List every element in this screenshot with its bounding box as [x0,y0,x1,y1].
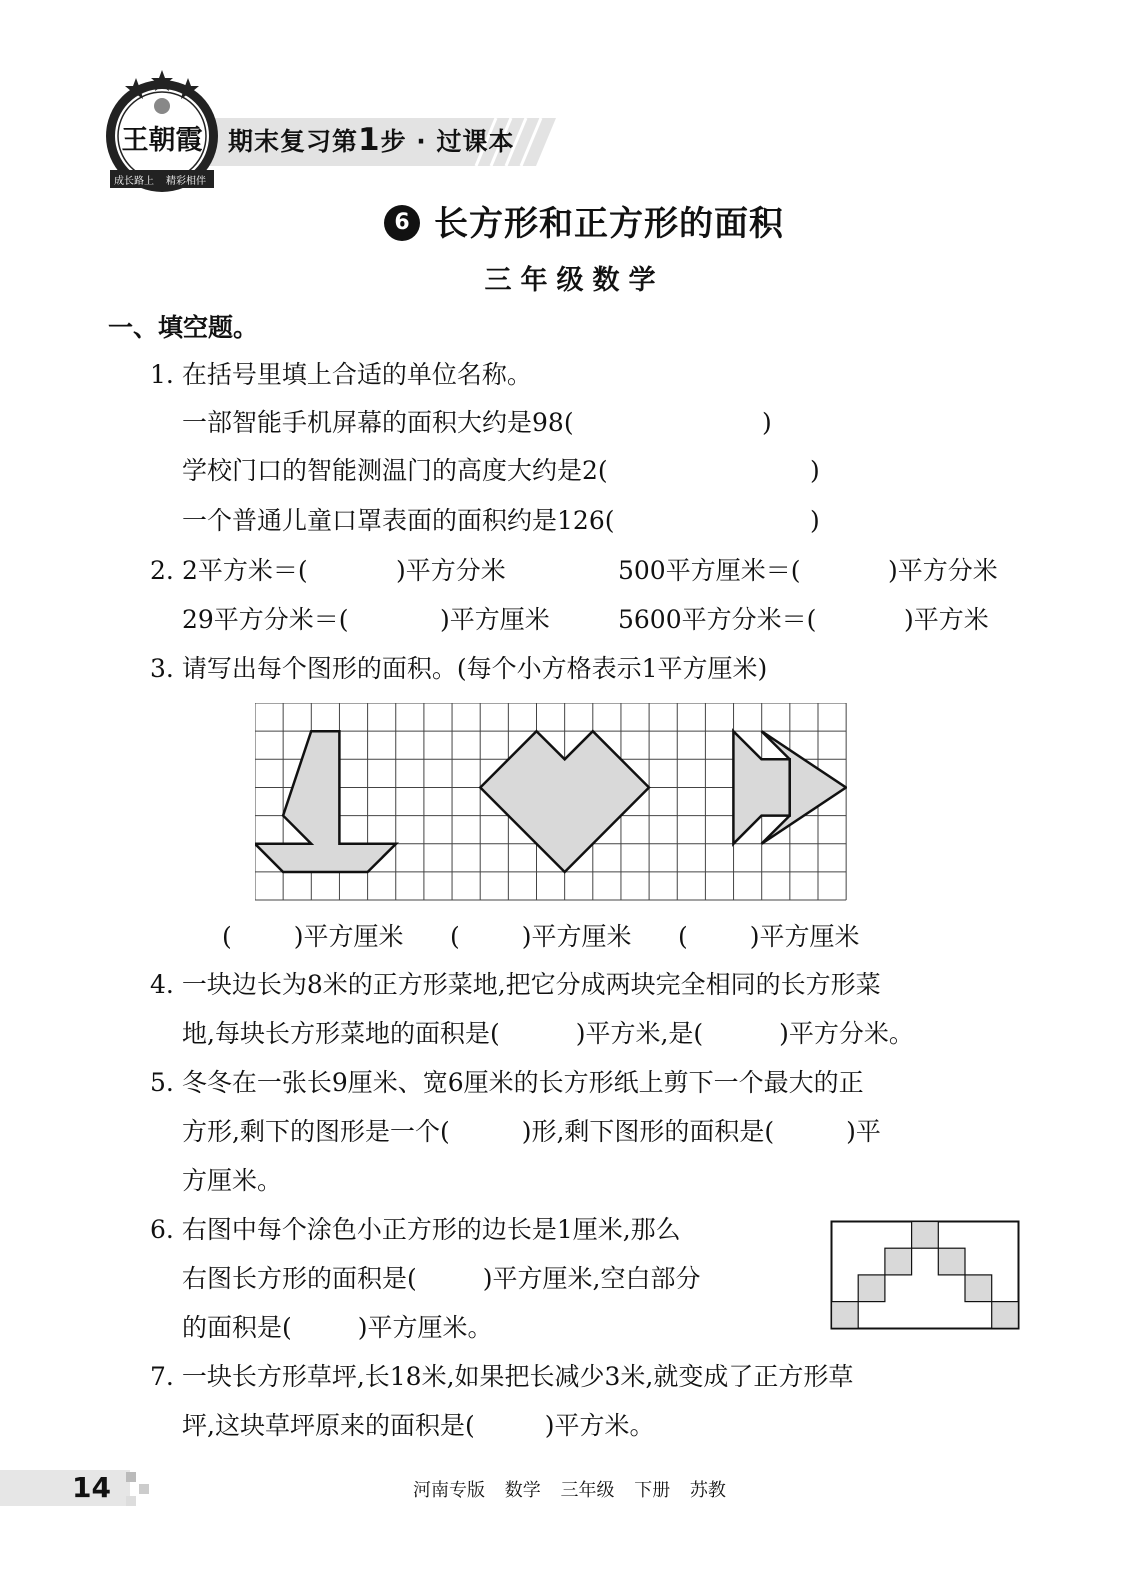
q1-line-2-close: ) [810,456,820,485]
chapter-title: 长方形和正方形的面积 [434,204,784,244]
q7-text-2a: 坪,这块草坪原来的面积是( [182,1411,475,1440]
q4-text-2c: )平方分米。 [779,1019,914,1048]
q2-item-2-right: )平方分米 [888,556,998,585]
q5-text-2b: )形,剩下图形的面积是( [521,1117,775,1146]
q3-answer-2 [450,922,632,952]
q3-answer-1-open: ( [222,922,232,951]
q3-answer-3-unit: )平方厘米 [749,922,860,951]
q6-text-3a: 的面积是( [182,1313,292,1342]
q3-answer-3 [678,922,860,952]
q2-item-4-right: )平方米 [904,605,989,634]
page-number: 14 [72,1471,111,1504]
chapter-number-badge: 6 [384,205,420,241]
q3-prompt [150,654,767,684]
q2-number: 2. [150,556,174,585]
q3-answer-2-unit: )平方厘米 [521,922,632,951]
banner-prefix: 期末复习第 [228,127,359,156]
banner-step-number: 1 [358,122,381,158]
q1-line-1-text: 一部智能手机屏幕的面积大约是98( [182,408,574,437]
q3-answer-1-unit: )平方厘米 [293,922,404,951]
q2-item-2-left: 500平方厘米＝( [618,556,801,585]
page-title [384,196,784,245]
q6-line-1 [150,1215,681,1245]
q6-shaded-cell [938,1248,965,1275]
q6-shaded-cell [912,1222,939,1249]
q1-line-3-close: ) [810,506,820,535]
q1-line-2 [182,456,608,486]
q5-text-2a: 方形,剩下的图形是一个( [182,1117,450,1146]
q1-line-3 [182,506,614,536]
q2-item-3-left: 29平方分米＝( [182,605,349,634]
q5-number: 5. [150,1068,174,1097]
q2-item-1-right: )平方分米 [396,556,506,585]
q6-staircase-figure [830,1220,1020,1330]
q4-line-1 [150,970,881,1000]
q7-text-1: 一块长方形草坪,长18米,如果把长减少3米,就变成了正方形草 [181,1362,854,1391]
q7-text-2b: )平方米。 [544,1411,655,1440]
q6-text-2b: )平方厘米,空白部分 [482,1264,701,1293]
q7-number: 7. [150,1362,174,1391]
q6-text-3b: )平方厘米。 [357,1313,493,1342]
q6-shaded-cell [832,1302,859,1329]
q6-shaded-cell [965,1275,992,1302]
page-subtitle: 三年级数学 [484,265,665,296]
q3-answer-1 [222,922,404,952]
q7-line-1 [150,1362,853,1392]
q7-line-2 [182,1411,654,1441]
brand-logo [96,66,228,198]
q1-line-3-text: 一个普通儿童口罩表面的面积约是126( [182,506,615,535]
banner-label [228,122,515,158]
q4-line-2 [182,1019,914,1049]
q2-item-3-right: )平方厘米 [440,605,550,634]
q2-item-4-left: 5600平方分米＝( [618,605,817,634]
q5-line-1 [150,1068,864,1098]
q3-number: 3. [150,654,174,683]
q5-text-1: 冬冬在一张长9厘米、宽6厘米的长方形纸上剪下一个最大的正 [181,1068,864,1097]
logo-name: 王朝霞 [121,125,203,156]
shape-boat [255,731,396,872]
q5-line-3: 方厘米。 [182,1166,283,1195]
q5-text-2c: )平 [846,1117,881,1146]
logo-slogan-left: 成长路上 [114,176,154,187]
q6-shaded-cell [992,1302,1019,1329]
q2-item-1-left: 2平方米＝( [182,556,308,585]
banner-suffix: 步 · 过课本 [380,127,515,156]
q1-prompt [150,360,532,390]
q3-answer-3-open: ( [678,922,688,951]
q6-text-2a: 右图长方形的面积是( [182,1264,417,1293]
q1-line-2-text: 学校门口的智能测温门的高度大约是2( [182,456,608,485]
q4-text-2a: 地,每块长方形菜地的面积是( [182,1019,500,1048]
q3-text: 请写出每个图形的面积。(每个小方格表示1平方厘米) [181,654,768,683]
q6-text-1: 右图中每个涂色小正方形的边长是1厘米,那么 [181,1215,681,1244]
q6-line-2 [182,1264,700,1294]
logo-slogan-right: 精彩相伴 [166,176,206,187]
q5-line-2 [182,1117,881,1147]
q6-shaded-cell [858,1275,885,1302]
footer-text: 河南专版 数学 三年级 下册 苏教 [413,1480,726,1501]
q3-answer-2-open: ( [450,922,460,951]
q4-number: 4. [150,970,174,999]
q1-line-1 [182,408,574,438]
q6-shaded-cell [885,1248,912,1275]
q3-grid-figure [255,703,847,901]
q6-line-3 [182,1313,493,1343]
q4-text-1: 一块边长为8米的正方形菜地,把它分成两块完全相同的长方形菜 [181,970,881,999]
q1-number: 1. [150,360,174,389]
q4-text-2b: )平方米,是( [575,1019,704,1048]
q6-number: 6. [150,1215,174,1244]
q1-line-1-close: ) [762,408,772,437]
q1-text: 在括号里填上合适的单位名称。 [181,360,532,389]
section-heading: 一、填空题。 [108,313,259,342]
